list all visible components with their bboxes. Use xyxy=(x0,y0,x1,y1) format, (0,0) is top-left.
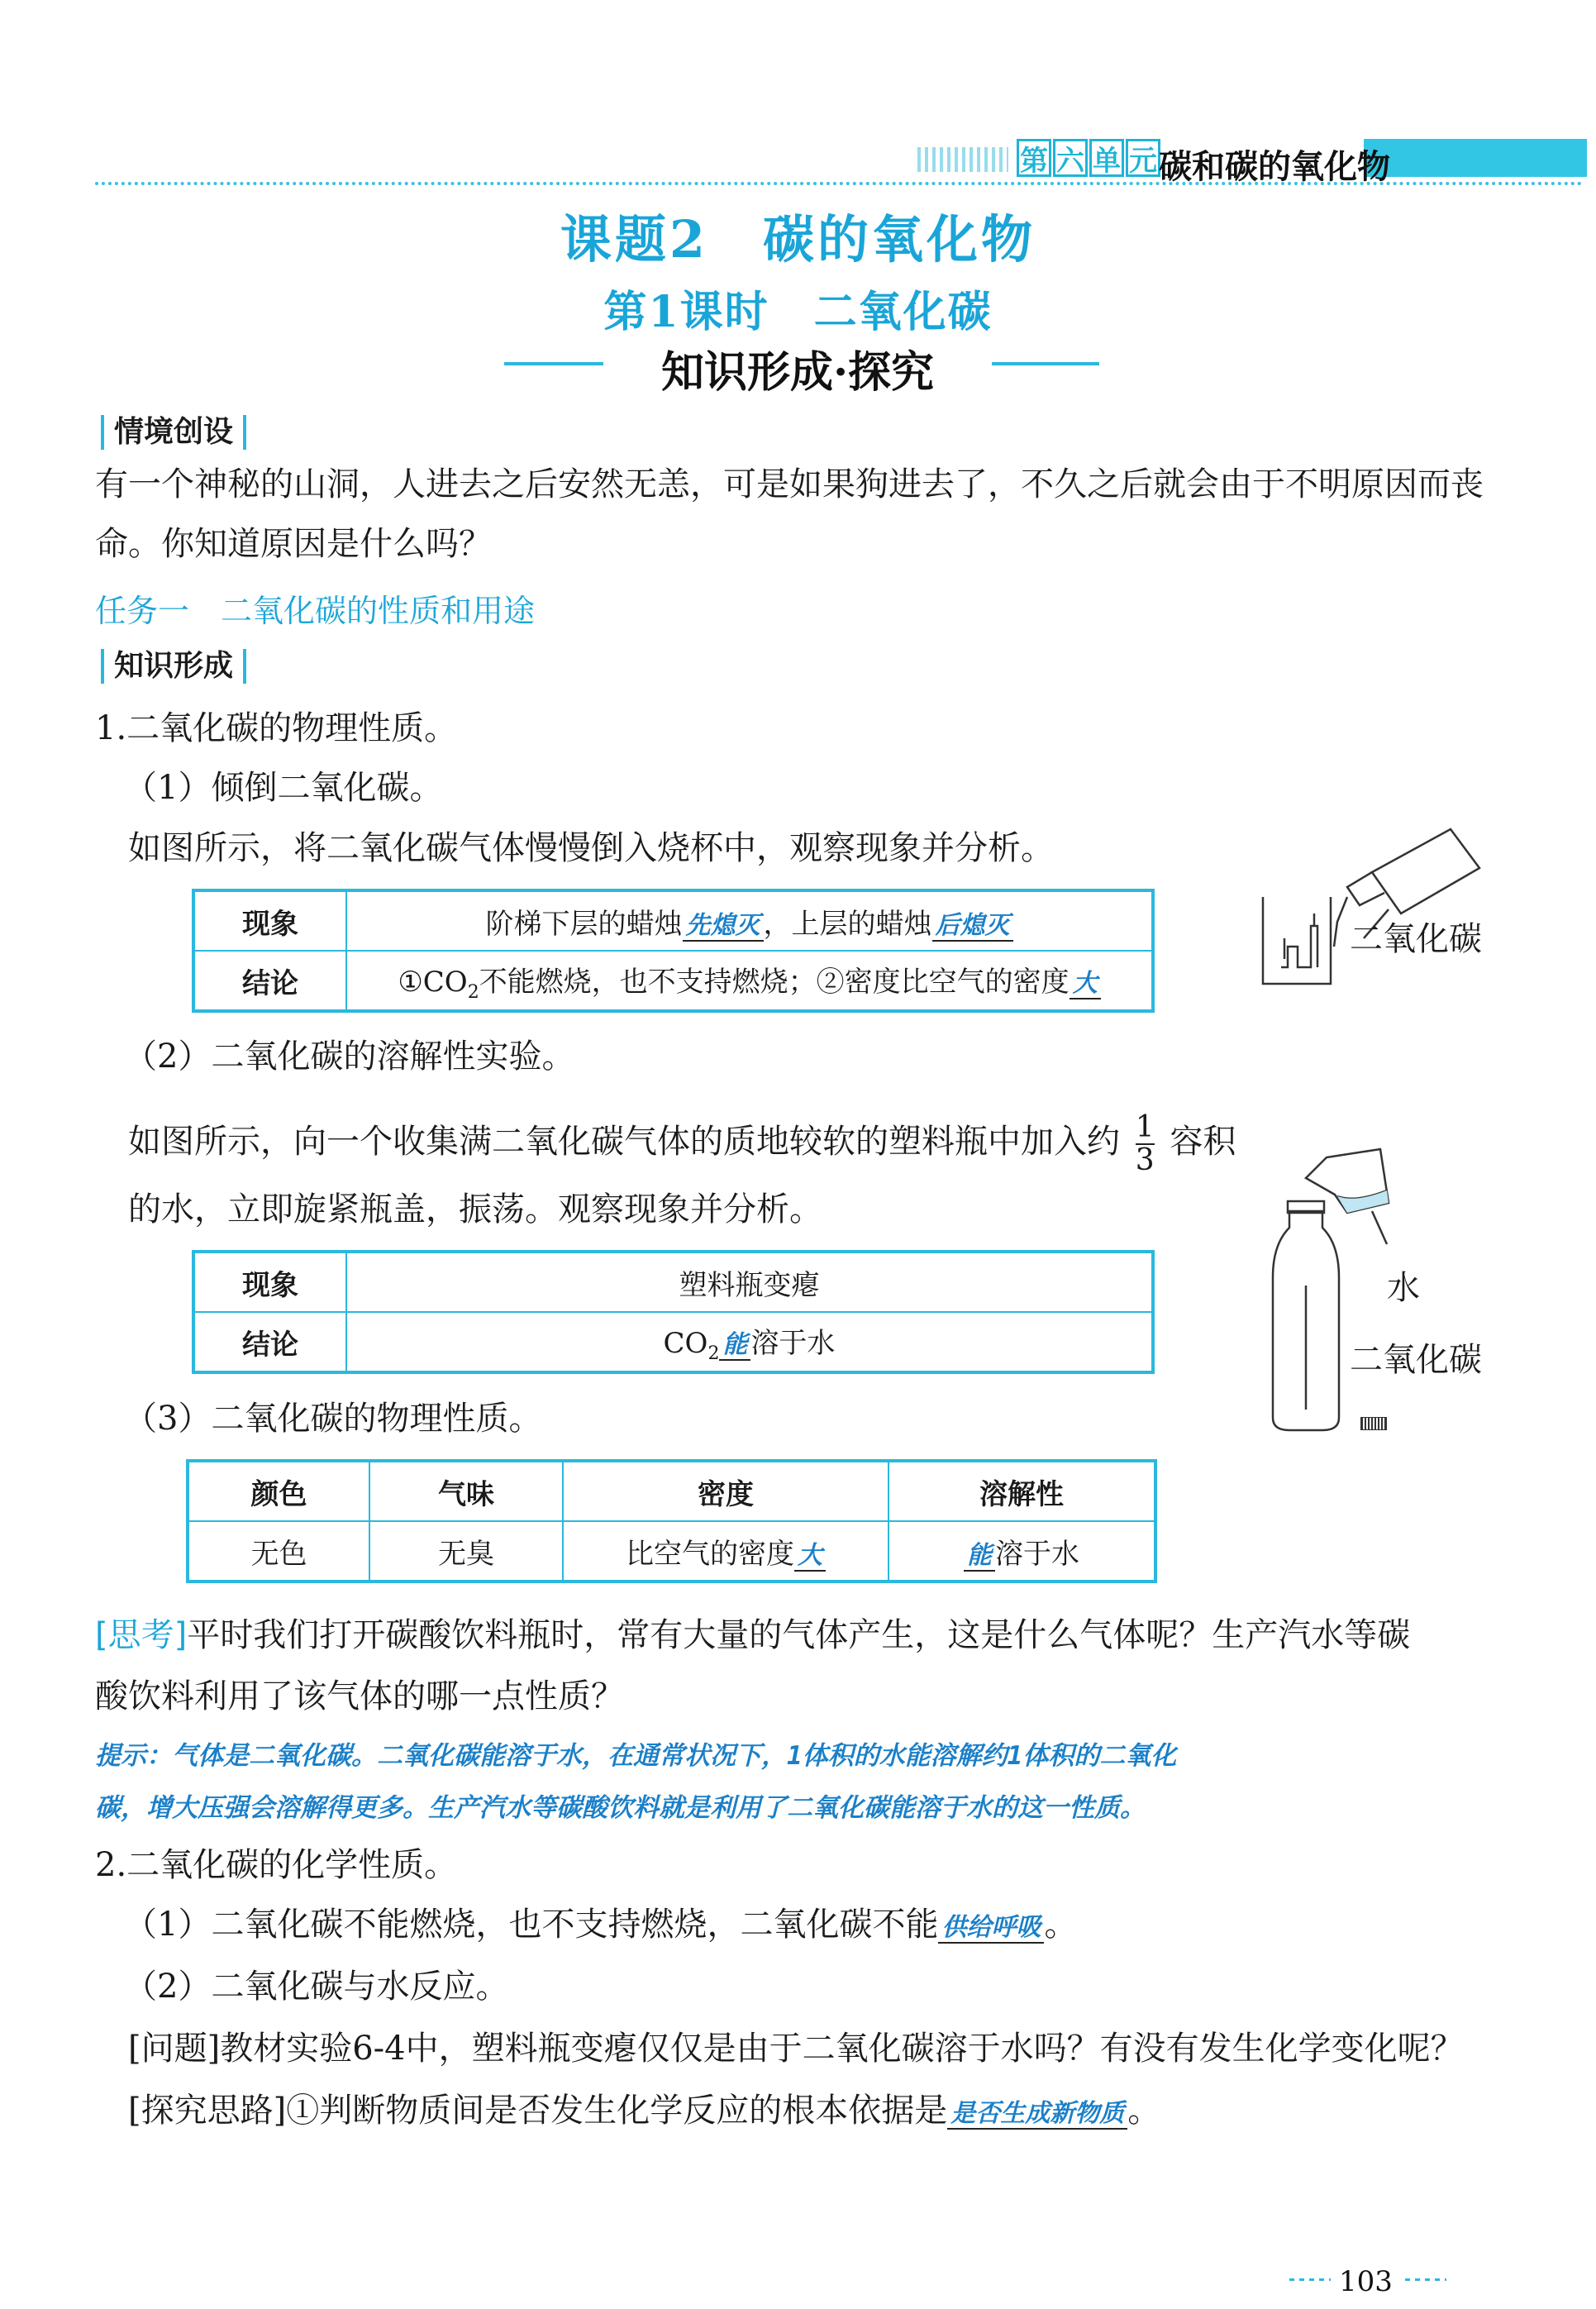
table-pouring xyxy=(192,889,1155,1013)
answer: 大 xyxy=(1070,969,1101,999)
table-properties xyxy=(186,1459,1157,1583)
description: 的水，立即旋紧瓶盖，振荡。观察现象并分析。 xyxy=(128,1190,822,1228)
cell: 无臭 xyxy=(369,1521,563,1581)
cell xyxy=(563,1521,889,1581)
figure-label-water: 水 xyxy=(1387,1269,1420,1307)
col-header: 颜色 xyxy=(188,1461,369,1521)
text-line xyxy=(128,2087,1160,2137)
unit-title: 碳和碳的氧化物 xyxy=(1159,148,1390,186)
col-header: 溶解性 xyxy=(889,1461,1155,1521)
answer: 能 xyxy=(964,1541,995,1572)
text: 不能燃烧，也不支持燃烧；②密度比空气的密度 xyxy=(479,965,1070,999)
page-ornament-right xyxy=(1405,2278,1446,2281)
unit-header xyxy=(975,139,1587,186)
description xyxy=(128,1112,1236,1176)
unit-char: 元 xyxy=(1126,139,1160,177)
text-line: [问题]教材实验6-4中，塑料瓶变瘪仅仅是由于二氧化碳溶于水吗？有没有发生化学变化呢？ xyxy=(128,2030,1464,2068)
text: [探究思路]①判断物质间是否发生化学反应的根本依据是 xyxy=(128,2092,948,2130)
answer: 先熄灭 xyxy=(683,911,764,942)
unit-char: 单 xyxy=(1089,139,1124,177)
row-label: 结论 xyxy=(193,951,346,1011)
answer: 大 xyxy=(794,1541,826,1572)
text-line xyxy=(124,1901,1077,1951)
figure-label-co2: 二氧化碳 xyxy=(1350,1341,1482,1379)
answer: 供给呼吸 xyxy=(938,1913,1044,1944)
answer: 是否生成新物质 xyxy=(947,2099,1127,2130)
text: 比空气的密度 xyxy=(626,1537,794,1571)
task-heading: 任务一 二氧化碳的性质和用途 xyxy=(95,593,536,629)
page-ornament-left xyxy=(1289,2278,1331,2281)
think-line xyxy=(95,1612,1410,1658)
text: ，上层的蜡烛 xyxy=(763,907,932,941)
beaker-figure xyxy=(1248,823,1513,996)
text: 。 xyxy=(1127,2092,1161,2130)
text: 阶梯下层的蜡烛 xyxy=(485,907,683,941)
scenario-line: 有一个神秘的山洞，人进去之后安然无恙，可是如果狗进去了，不久之后就会由于不明原因而丧 xyxy=(95,465,1484,503)
row-label: 现象 xyxy=(193,890,346,951)
subscript: 2 xyxy=(707,1343,720,1364)
answer: 能 xyxy=(719,1330,750,1361)
description: 如图所示，将二氧化碳气体慢慢倒入烧杯中，观察现象并分析。 xyxy=(128,829,1054,867)
scenario-line: 命。你知道原因是什么吗？ xyxy=(95,525,492,563)
row-label: 现象 xyxy=(193,1252,346,1312)
unit-char: 六 xyxy=(1053,139,1088,177)
ornament-left xyxy=(504,362,603,365)
section-heading: 2.二氧化碳的化学性质。 xyxy=(95,1846,458,1884)
text: 容积 xyxy=(1170,1123,1236,1161)
conclusion-cell xyxy=(346,951,1153,1011)
text: 如图所示，向一个收集满二氧化碳气体的质地较软的塑料瓶中加入约 xyxy=(128,1123,1120,1161)
fraction xyxy=(1136,1112,1155,1176)
banner-title: 知识形成·探究 xyxy=(660,347,935,398)
conclusion-cell xyxy=(346,1312,1153,1372)
hint-line: 提示：气体是二氧化碳。二氧化碳能溶于水，在通常状况下，1体积的水能溶解约1体积的二氧化 xyxy=(95,1741,1177,1771)
barcode-mark xyxy=(1360,1417,1387,1430)
numerator: 1 xyxy=(1135,1110,1155,1144)
section-heading: 1.二氧化碳的物理性质。 xyxy=(95,709,458,747)
banner xyxy=(0,337,1596,398)
hint-line: 碳，增大压强会溶解得更多。生产汽水等碳酸饮料就是利用了二氧化碳能溶于水的这一性质。 xyxy=(95,1793,1146,1823)
text: 溶于水 xyxy=(995,1537,1079,1571)
sub-heading: （3）二氧化碳的物理性质。 xyxy=(124,1400,542,1438)
lesson-title: 课题2 碳的氧化物 xyxy=(560,209,1036,270)
answer: 后熄灭 xyxy=(932,911,1013,942)
text-line: （2）二氧化碳与水反应。 xyxy=(124,1968,509,2006)
think-line: 酸饮料利用了该气体的哪一点性质？ xyxy=(95,1677,624,1715)
row-label: 结论 xyxy=(193,1312,346,1372)
header-accent-bar xyxy=(1364,139,1587,177)
phenomenon-cell: 塑料瓶变瘪 xyxy=(346,1252,1153,1312)
text: （1）二氧化碳不能燃烧，也不支持燃烧，二氧化碳不能 xyxy=(124,1906,939,1944)
page-number: 103 xyxy=(1339,2265,1393,2298)
scenario-tag: 情境创设 xyxy=(101,415,246,450)
denominator: 3 xyxy=(1135,1143,1155,1177)
cell xyxy=(889,1521,1155,1581)
text: 平时我们打开碳酸饮料瓶时，常有大量的气体产生，这是什么气体呢？生产汽水等碳 xyxy=(187,1616,1411,1654)
figure-label: 二氧化碳 xyxy=(1350,920,1482,958)
subscript: 2 xyxy=(467,981,479,1003)
text: 。 xyxy=(1044,1906,1078,1944)
table-dissolve xyxy=(192,1250,1155,1374)
col-header: 密度 xyxy=(563,1461,889,1521)
col-header: 气味 xyxy=(369,1461,563,1521)
lesson-subtitle: 第1课时 二氧化碳 xyxy=(603,287,993,337)
text: CO xyxy=(663,1326,708,1360)
sub-heading: （2）二氧化碳的溶解性实验。 xyxy=(124,1038,575,1076)
text: ①CO xyxy=(398,965,468,999)
phenomenon-cell xyxy=(346,890,1153,951)
sub-heading: （1）倾倒二氧化碳。 xyxy=(124,769,443,807)
knowledge-tag: 知识形成 xyxy=(101,649,246,684)
header-divider xyxy=(95,182,1583,185)
ornament-right xyxy=(992,362,1099,365)
cell: 无色 xyxy=(188,1521,369,1581)
text: 溶于水 xyxy=(750,1326,836,1360)
unit-char: 第 xyxy=(1017,139,1051,177)
think-tag: [思考] xyxy=(95,1616,188,1654)
